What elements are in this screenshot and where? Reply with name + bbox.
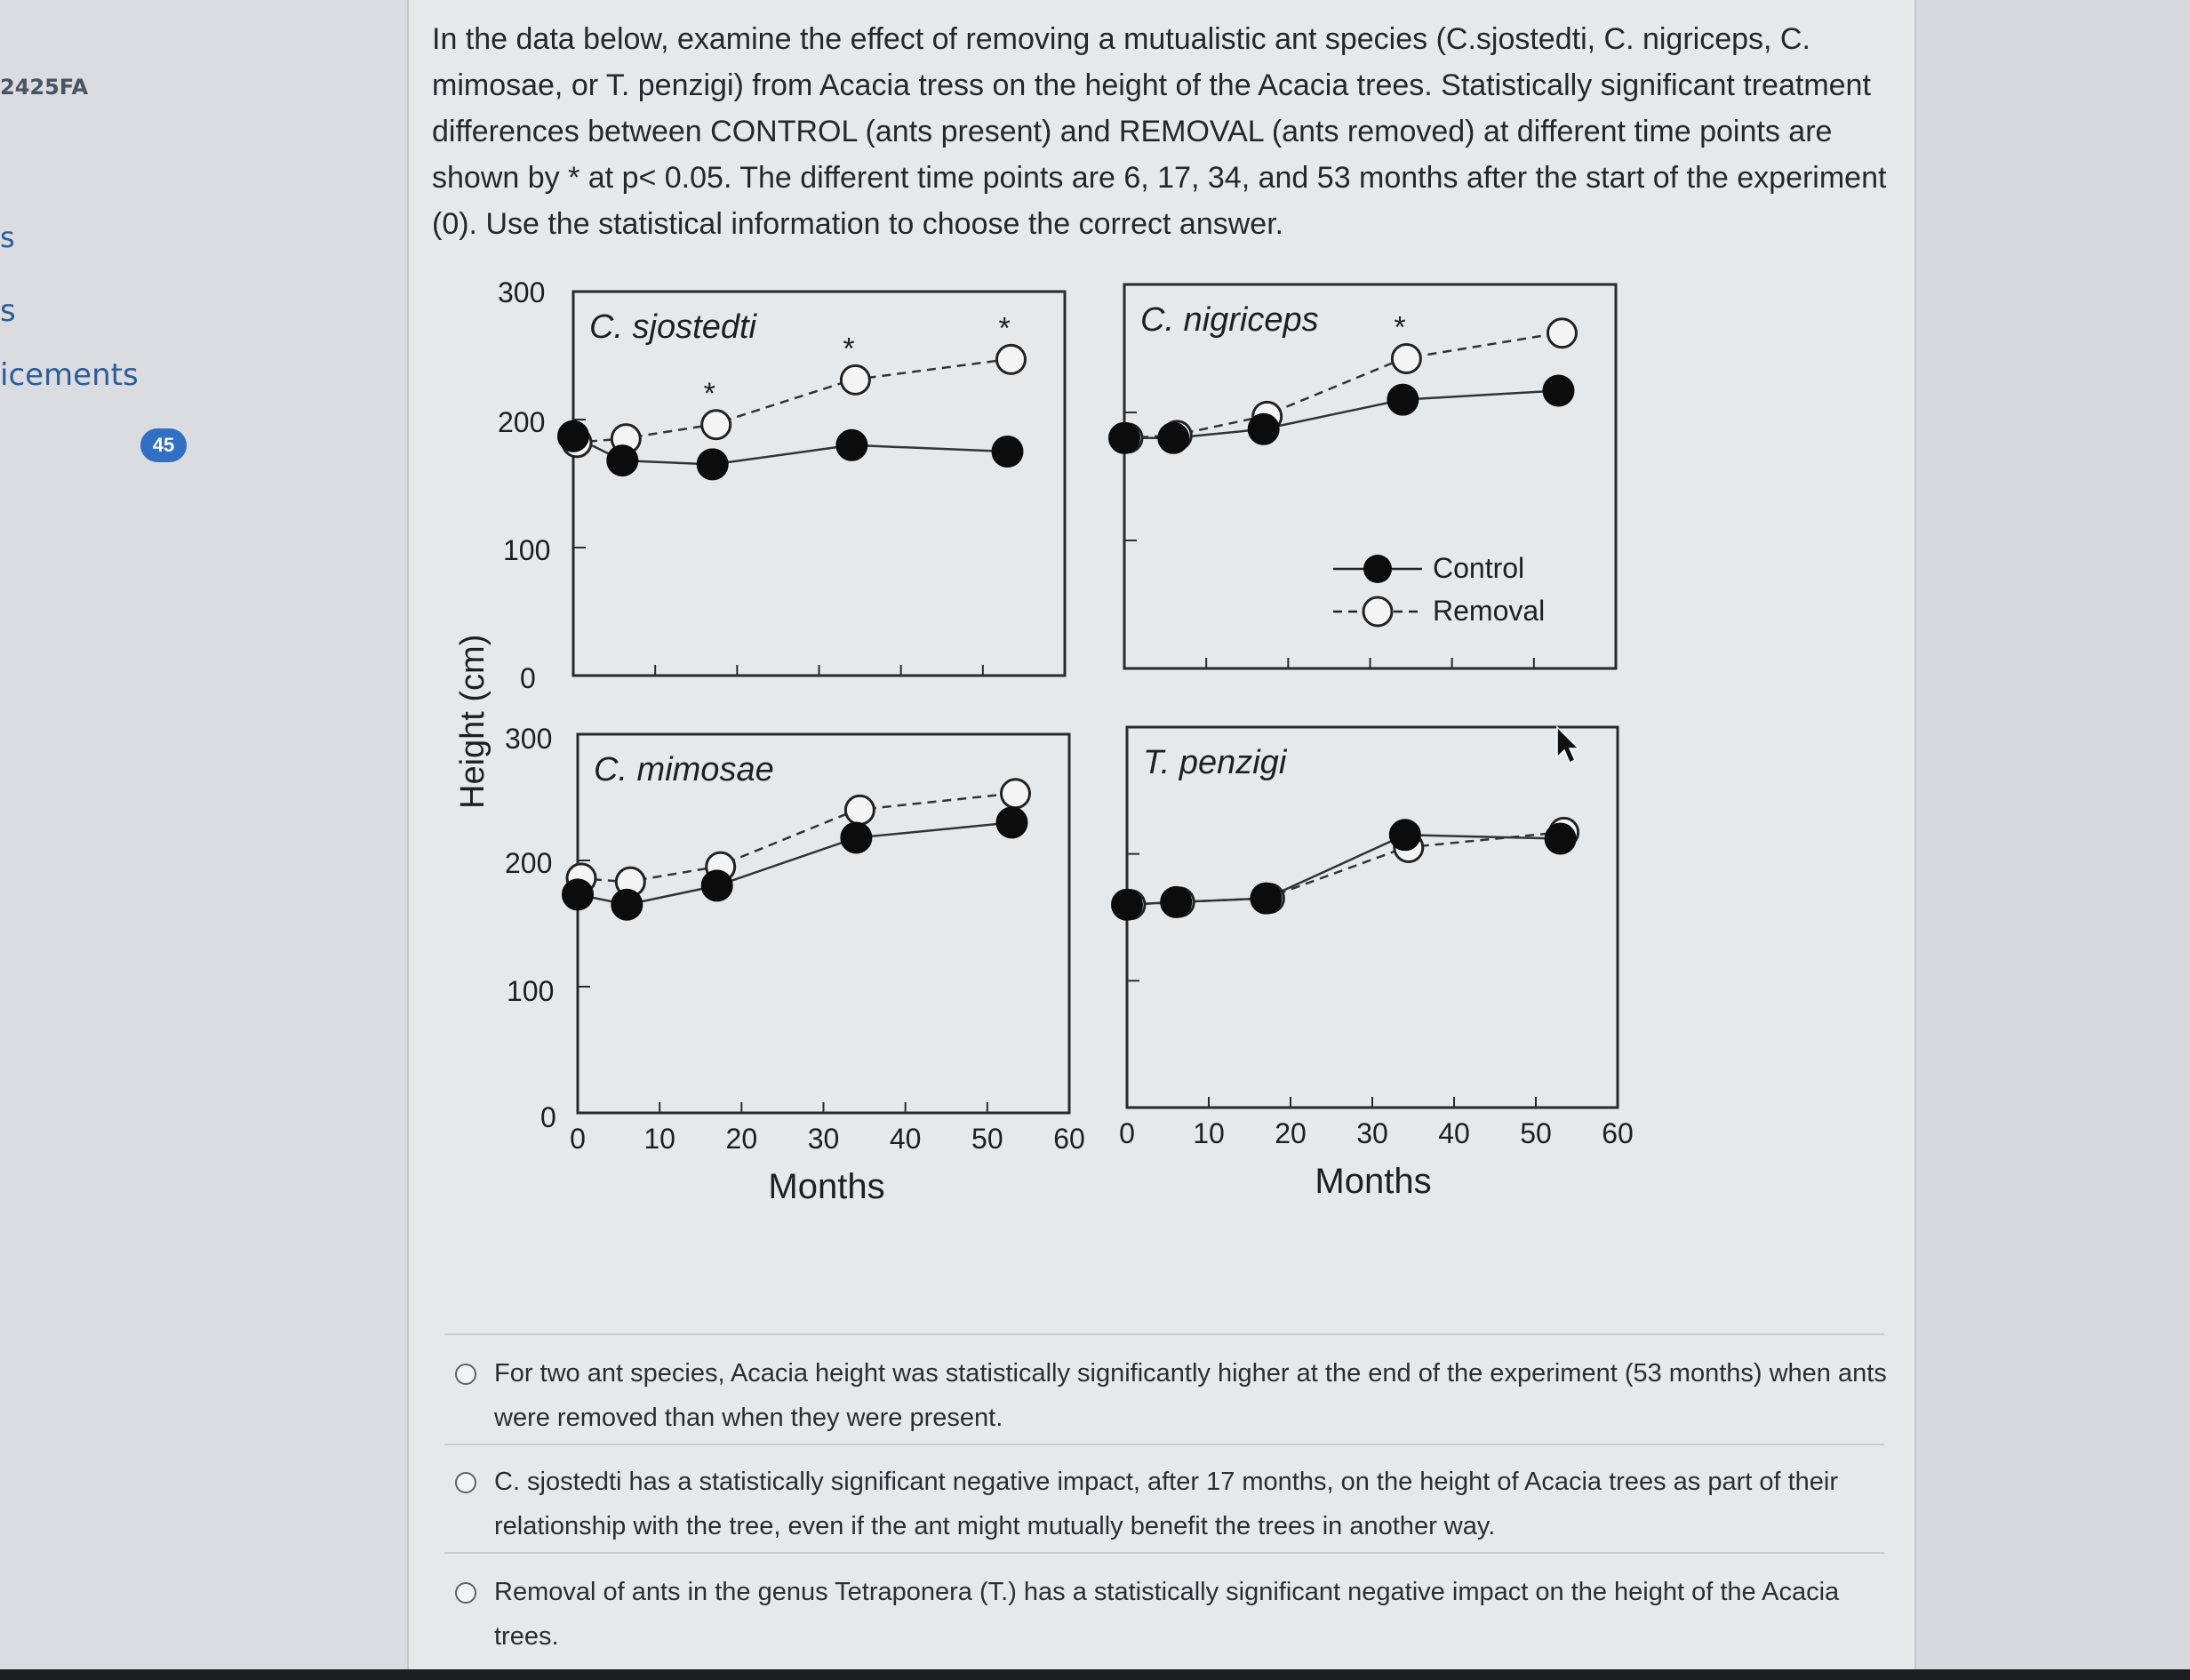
x-tick-label: 0 [1119, 1117, 1135, 1149]
control-point [698, 449, 728, 479]
y-tick-label: 0 [540, 1101, 556, 1133]
x-tick-label: 50 [971, 1123, 1003, 1155]
x-tick-label: 10 [1193, 1117, 1225, 1149]
control-point [1161, 887, 1191, 917]
control-point [702, 870, 732, 900]
x-tick-label: 30 [1356, 1117, 1388, 1149]
control-point [836, 430, 867, 460]
y-tick-label: 0 [520, 662, 536, 694]
x-tick-label: 40 [1438, 1117, 1470, 1149]
significance-marker: * [1394, 310, 1406, 345]
y-tick-label: 300 [505, 723, 553, 755]
control-point [1546, 824, 1576, 854]
bottom-bar [0, 1669, 2190, 1680]
significance-marker: * [998, 311, 1011, 346]
control-point [1251, 884, 1281, 914]
x-tick-label: 30 [807, 1123, 840, 1155]
significance-marker: * [843, 332, 855, 366]
radio-button[interactable] [455, 1582, 476, 1604]
y-tick-label: 200 [505, 847, 553, 879]
removal-point [845, 796, 874, 824]
control-point [1158, 423, 1188, 453]
answer-option-text: Removal of ants in the genus Tetraponera (T.) has a statistically significant negative impact on the height of the Acacia trees. [494, 1578, 1840, 1651]
control-point [841, 822, 871, 852]
question-text: In the data below, examine the effect of removing a mutualistic ant species (C.sjostedti, C. nigriceps, C. mimosae, or T. penzigi) from Acacia tress on the height of the Acacia trees. Statistically significant treatment differences between CONTROL (ants present) and REMOVAL (ants removed) at different time points are shown by * at p< 0.05. The different time points are 6, 17, 34, and 53 months after the start of the experiment (0). Use the statistical information to choose the correct answer. [432, 22, 1887, 241]
y-axis-label: Height (cm) [454, 634, 492, 809]
course-sidebar [0, 0, 404, 1680]
removal-point [1547, 319, 1576, 348]
y-tick-label: 100 [507, 975, 555, 1007]
x-axis-label: Months [768, 1167, 885, 1206]
panel-title: C. nigriceps [1140, 301, 1319, 339]
removal-point [1001, 780, 1029, 808]
x-tick-label: 20 [725, 1123, 758, 1155]
x-tick-label: 60 [1602, 1117, 1634, 1149]
removal-point [702, 411, 731, 439]
option-divider [444, 1552, 1884, 1554]
removal-point [1392, 345, 1420, 373]
control-point [1112, 890, 1142, 920]
answer-option-text: For two ant species, Acacia height was statistically significantly higher at the end of the experiment (53 months) when ants were removed than when they were present. [494, 1359, 1887, 1432]
x-axis-label: Months [1315, 1162, 1432, 1201]
control-point [1249, 414, 1279, 444]
x-tick-label: 0 [570, 1123, 586, 1155]
x-tick-label: 10 [643, 1123, 675, 1155]
sidebar-item-partial-1[interactable]: s [0, 220, 15, 254]
x-tick-label: 40 [889, 1123, 922, 1155]
panel-title: C. sjostedti [589, 308, 756, 346]
removal-point [996, 345, 1025, 373]
control-point [992, 436, 1022, 467]
y-tick-label: 100 [503, 534, 551, 566]
unread-count-badge: 45 [140, 428, 187, 462]
radio-button[interactable] [455, 1472, 476, 1493]
sidebar-item-partial-2[interactable]: s [0, 293, 16, 329]
control-point [558, 421, 588, 452]
control-point [611, 890, 642, 920]
legend-removal-marker [1363, 597, 1392, 626]
x-tick-label: 60 [1053, 1123, 1085, 1155]
sidebar-item-announcements[interactable]: icements [0, 357, 139, 393]
option-divider [444, 1444, 1884, 1445]
control-point [1109, 423, 1139, 453]
control-point [607, 445, 637, 476]
control-point [996, 807, 1027, 837]
legend-control-label: Control [1433, 552, 1525, 584]
y-tick-label: 200 [498, 406, 546, 438]
removal-point [841, 365, 869, 394]
panel-title: T. penzigi [1143, 744, 1287, 781]
legend-control-marker [1363, 555, 1392, 583]
panel-title: C. mimosae [594, 751, 774, 788]
x-tick-label: 20 [1275, 1117, 1307, 1149]
control-point [1387, 385, 1418, 415]
answer-option-text [494, 1460, 1898, 1548]
course-code[interactable]: 2425FA [0, 75, 89, 100]
control-point [1390, 820, 1420, 850]
control-point [563, 879, 593, 909]
option-divider [444, 1333, 1884, 1335]
legend-removal-label: Removal [1433, 595, 1546, 627]
control-point [1543, 376, 1573, 406]
significance-marker: * [703, 376, 715, 411]
x-tick-label: 50 [1520, 1117, 1552, 1149]
y-tick-label: 300 [498, 276, 546, 308]
answer-option-body: C. sjostedti has a statistically significant negative impact, after 17 months, on the height of Acacia trees as part of their relationship with the tree, even if the ant might mutually benefit the trees in another way. [494, 1468, 1839, 1540]
radio-button[interactable] [455, 1364, 476, 1385]
